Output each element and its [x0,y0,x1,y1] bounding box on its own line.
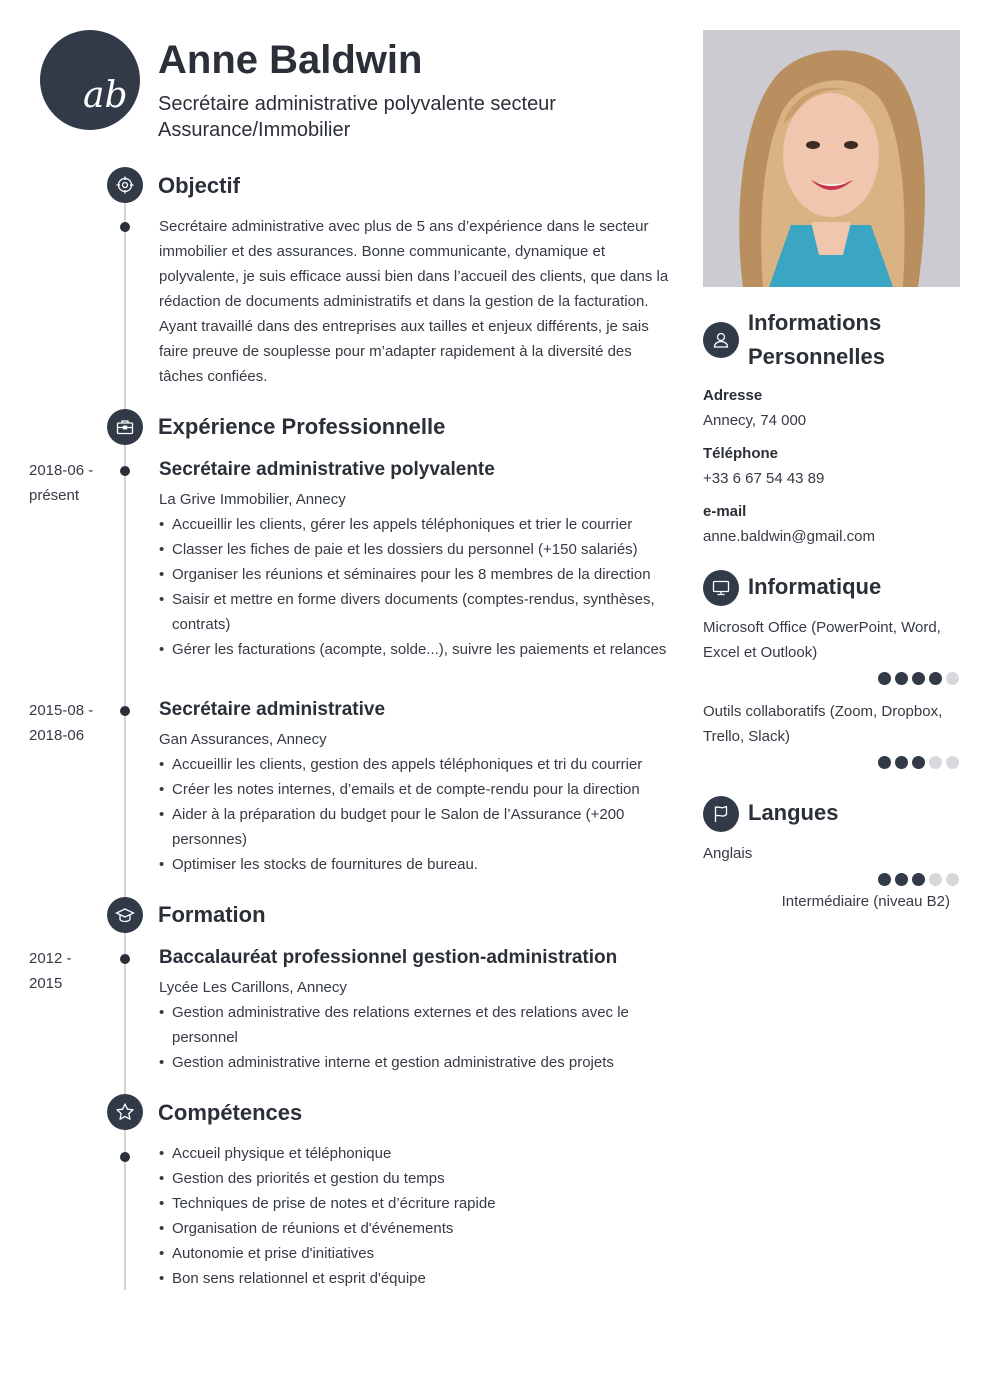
school-name: Lycée Les Carillons, Annecy [159,979,347,996]
it-skill-name: Outils collaboratifs (Zoom, Dropbox, Trello, Slack) [703,703,943,745]
list-item: • Gestion administrative interne et gestion administrative des projets [159,1050,669,1075]
personal-title-line1: Informations [748,310,882,335]
company-name: Gan Assurances, Annecy [159,731,327,748]
target-icon [107,167,143,203]
list-item: • Aider à la préparation du budget pour le Salon de l’Assurance (+200 personnes) [159,802,669,852]
personal-title-line2: Personnelles [748,344,885,369]
rating-dot-filled [878,873,891,886]
rating-dot-empty [929,873,942,886]
date-end: 2015 [29,975,63,992]
rating-dot-filled [912,756,925,769]
experience-date [29,458,109,508]
education-date [29,946,109,996]
rating-dot-empty [946,756,959,769]
list-item: • Saisir et mettre en forme divers documents (comptes-rendus, synthèses, contrats) [159,587,669,637]
it-skill-name: Microsoft Office (PowerPoint, Word, Excel et Outlook) [703,619,941,661]
list-item: • Organiser les réunions et séminaires pour les 8 membres de la direction [159,562,669,587]
it-skill-rating [878,672,959,685]
list-item: • Gestion des priorités et gestion du temps [159,1166,669,1191]
rating-dot-filled [912,672,925,685]
rating-dot-filled [878,756,891,769]
date-end: présent [29,487,80,504]
email-value: anne.baldwin@gmail.com [703,528,875,545]
list-item: • Accueil physique et téléphonique [159,1141,669,1166]
date-start: 2012 - [29,950,72,967]
list-item: • Classer les fiches de paie et les dossiers du personnel (+150 salariés) [159,537,669,562]
language-level: Intermédiaire (niveau B2) [781,893,950,910]
section-title-personal [748,306,885,374]
experience-item [159,458,669,662]
job-bullets [159,752,669,877]
objective-text: Secrétaire administrative avec plus de 5 ans d’expérience dans le secteur immobilier et des assurances. Bonne communicante, dynamique et polyvalente, je suis efficace aussi bien dans l’accueil des clients, que dans la rédaction de documents administratifs et dans la gestion de la facturation. Ayant travaillé dans des entreprises aux tailles et enjeux différents, je sais faire preuve de souplesse pour m’adapter rapidement à la diversité des tâches confiées. [159,218,669,385]
rating-dot-empty [946,672,959,685]
personal-info [703,383,960,549]
monitor-icon [703,570,739,606]
user-icon [703,322,739,358]
timeline-dot [120,222,130,232]
education-item [159,946,669,1075]
phone-value: +33 6 67 54 43 89 [703,470,825,487]
section-title-objective: Objectif [158,173,240,198]
address-label: Adresse [703,387,763,404]
rating-dot-empty [946,873,959,886]
list-item: • Accueillir les clients, gestion des appels téléphoniques et tri du courrier [159,752,669,777]
list-item: • Techniques de prise de notes et d’écriture rapide [159,1191,669,1216]
date-end: 2018-06 [29,727,85,744]
list-item: • Gestion administrative des relations externes et des relations avec le personnel [159,1000,669,1050]
timeline-dot [120,1152,130,1162]
it-skill-rating [878,756,959,769]
address-value: Annecy, 74 000 [703,412,807,429]
list-item: • Accueillir les clients, gérer les appels téléphoniques et trier le courrier [159,512,669,537]
job-bullets [159,512,669,662]
language-rating [878,873,959,886]
date-start: 2018-06 - [29,462,94,479]
job-title: Secrétaire administrative polyvalente [159,459,495,480]
list-item: • Optimiser les stocks de fournitures de bureau. [159,852,669,877]
skills-list [159,1141,669,1291]
section-title-education: Formation [158,902,266,927]
section-title-experience: Expérience Professionnelle [158,414,446,439]
job-title: Secrétaire administrative [159,699,386,720]
degree-title: Baccalauréat professionnel gestion-administration [159,947,618,968]
briefcase-icon [107,409,143,445]
rating-dot-filled [912,873,925,886]
list-item: • Organisation de réunions et d'événements [159,1216,669,1241]
graduation-cap-icon [107,897,143,933]
section-title-skills: Compétences [158,1100,303,1125]
monogram-text: ab [83,75,128,116]
education-bullets [159,1000,669,1075]
list-item: • Bon sens relationnel et esprit d'équipe [159,1266,669,1291]
star-icon [107,1094,143,1130]
email-label: e-mail [703,503,747,520]
phone-label: Téléphone [703,445,779,462]
rating-dot-filled [878,672,891,685]
candidate-name: Anne Baldwin [158,38,423,82]
list-item: • Autonomie et prise d'initiatives [159,1241,669,1266]
rating-dot-filled [895,756,908,769]
language-name: Anglais [703,845,753,862]
experience-item [159,698,669,877]
timeline-dot [120,706,130,716]
section-title-it: Informatique [748,574,882,599]
flag-icon [703,796,739,832]
timeline-dot [120,954,130,964]
rating-dot-filled [895,672,908,685]
company-name: La Grive Immobilier, Annecy [159,491,346,508]
job-subtitle: Secrétaire administrative polyvalente secteur Assurance/Immobilier [158,93,556,141]
profile-photo [703,30,960,287]
section-title-languages: Langues [748,800,839,825]
rating-dot-empty [929,756,942,769]
list-item: • Créer les notes internes, d’emails et de compte-rendu pour la direction [159,777,669,802]
rating-dot-filled [895,873,908,886]
monogram-avatar [40,30,140,130]
list-item: • Gérer les facturations (acompte, solde...), suivre les paiements et relances [159,637,669,662]
timeline-dot [120,466,130,476]
rating-dot-filled [929,672,942,685]
date-start: 2015-08 - [29,702,94,719]
experience-date [29,698,109,748]
